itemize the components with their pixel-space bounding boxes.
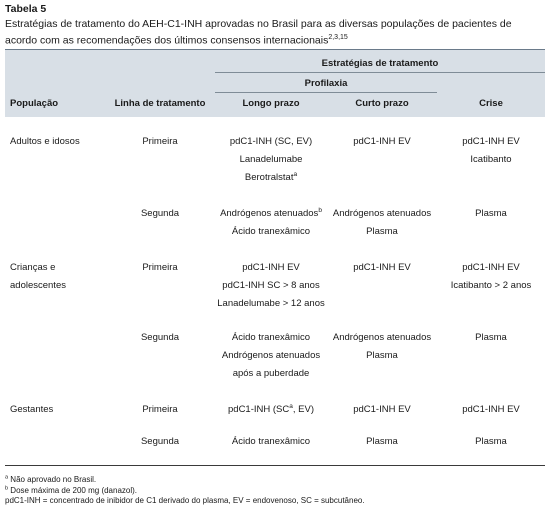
crisis-children-second: Plasma [475, 332, 507, 343]
header-line: Linha de tratamento [114, 98, 206, 109]
footnote-mark-a: a [289, 402, 293, 410]
long-adults-first [215, 133, 327, 187]
short-adults-second: Andrógenos atenuados Plasma [332, 208, 432, 237]
long-adults-first-1: pdC1-INH (SC, EV) [229, 136, 313, 147]
table-header [5, 49, 545, 117]
long-children-first: pdC1-INH EV pdC1-INH SC > 8 anos Lanadelumabe > 12 anos [217, 262, 325, 309]
short-pregnant-first: pdC1-INH EV [353, 404, 411, 415]
line-pregnant-first: Primeira [142, 404, 178, 415]
crisis-pregnant-second: Plasma [475, 436, 507, 447]
footnote-a: $^a$ Não aprovado no Brasil. [5, 474, 97, 484]
table-bottom-rule [5, 465, 545, 466]
line-children-second: Segunda [140, 332, 180, 343]
header-rule-strategies [215, 72, 545, 73]
short-children-second: Andrógenos atenuados Plasma [332, 332, 432, 361]
line-adults-first: Primeira [142, 136, 178, 147]
long-adults-first-3: Berotralstat$^a$ [244, 170, 298, 183]
short-children-first: pdC1-INH EV [353, 262, 411, 273]
line-pregnant-second: Segunda [140, 436, 180, 447]
crisis-adults-first: pdC1-INH EV Icatibanto [462, 136, 520, 165]
line-adults-second: Segunda [140, 208, 180, 219]
population-children: Crianças e adolescentes [10, 262, 66, 291]
caption-text: Estratégias de tratamento do AEH-C1-INH aprovadas no Brasil para as diversas populações de pacientes de acordo com as recomendações dos últimos consensos internacionais [5, 18, 512, 47]
line-children-first: Primeira [142, 262, 178, 273]
footnote-abbreviations: pdC1-INH = concentrado de inibidor de C1 derivado do plasma, EV = endovenoso, SC = subcutâneo. [5, 496, 365, 505]
table-footnotes [5, 475, 365, 507]
header-rule-prophylaxis [215, 92, 437, 93]
header-long-term: Longo prazo [242, 98, 300, 109]
long-pregnant-second: Ácido tranexâmico [231, 436, 311, 447]
population-pregnant: Gestantes [10, 404, 54, 415]
header-population: População [10, 98, 59, 109]
crisis-children-first: pdC1-INH EV Icatibanto > 2 anos [450, 262, 532, 291]
long-adults-second: Andrógenos atenuados$^b$ Ácido tranexâmico [220, 206, 322, 237]
table-title: Tabela 5 [5, 3, 47, 15]
treatment-table [5, 49, 545, 466]
crisis-adults-second: Plasma [475, 208, 507, 219]
header-prophylaxis: Profilaxia [304, 78, 348, 89]
caption-references: 2,3,15 [328, 34, 348, 41]
footnote-b: $^b$ Dose máxima de 200 mg (danazol). [5, 484, 138, 495]
header-short-term: Curto prazo [355, 98, 409, 109]
header-strategies: Estratégias de tratamento [321, 58, 439, 69]
table-caption [5, 17, 545, 48]
footnote-mark-b: b [318, 206, 322, 214]
short-adults-first: pdC1-INH EV [353, 136, 411, 147]
long-children-second: Ácido tranexâmico Andrógenos atenuados após a puberdade [221, 332, 321, 379]
long-adults-first-2: Lanadelumabe [239, 154, 303, 165]
population-adults: Adultos e idosos [10, 136, 80, 147]
long-pregnant-first: pdC1-INH ($SC^a$, EV) [228, 402, 314, 415]
footnote-mark-a: a [293, 170, 298, 178]
header-crisis: Crise [479, 98, 503, 109]
crisis-pregnant-first: pdC1-INH EV [462, 404, 520, 415]
short-pregnant-second: Plasma [366, 436, 398, 447]
